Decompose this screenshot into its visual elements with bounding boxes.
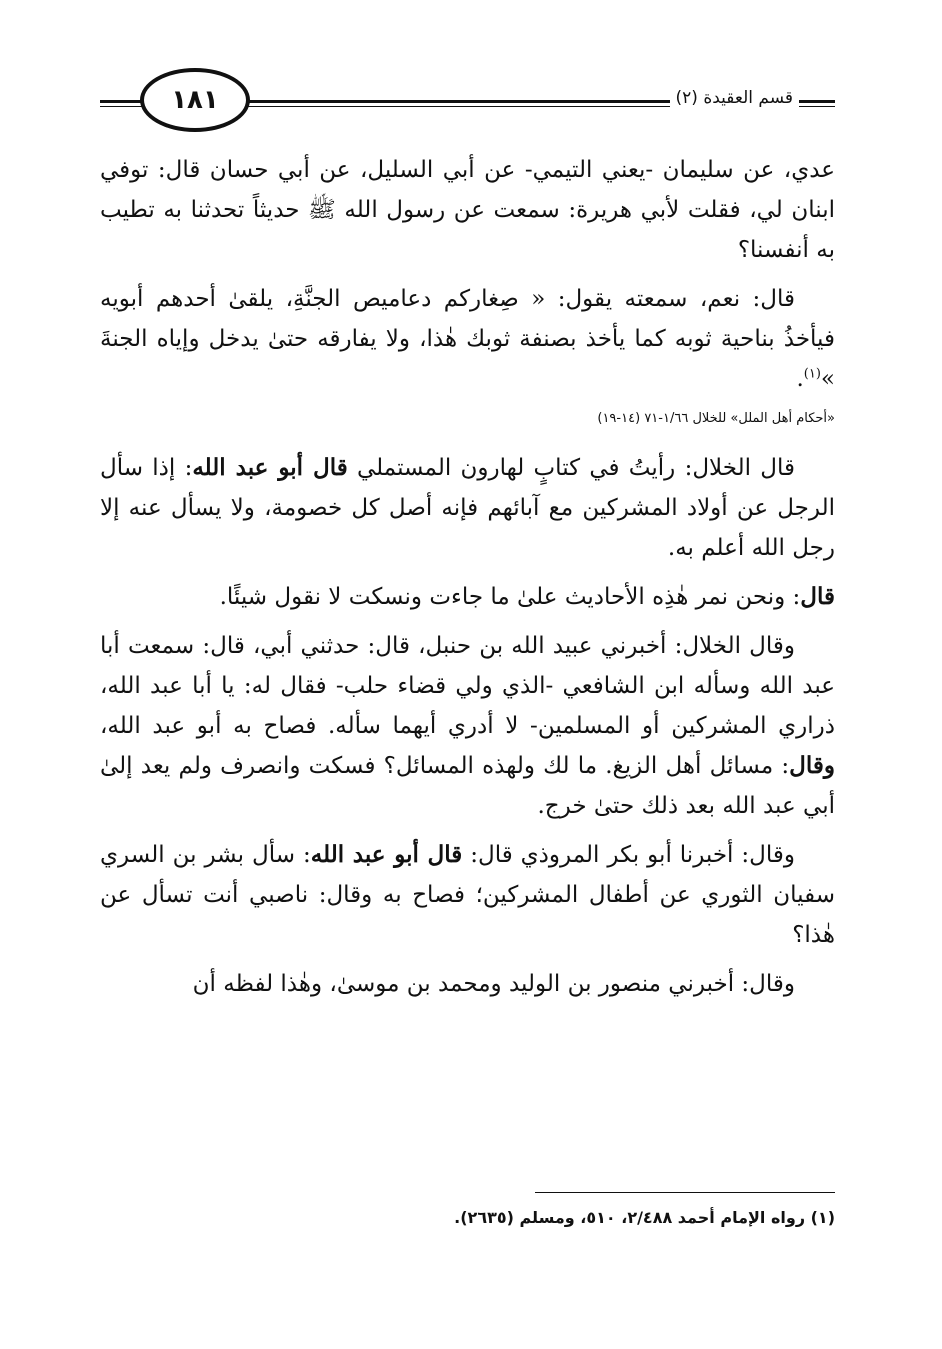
paragraph-1: [100, 150, 835, 270]
footnote: (١) رواه الإمام أحمد ٢/٤٨٨، ٥١٠، ومسلم (٢٦٣٥).: [454, 1208, 835, 1227]
paragraph-5-text-b: : مسائل أهل الزيغ. ما لك ولهذه المسائل؟ فسكت وانصرف ولم يعد إلىٰ أبي عبد الله بعد ذلك حتىٰ خرج.: [100, 753, 835, 819]
paragraph-2-end: .: [796, 366, 804, 392]
paragraph-5-text-a: وقال الخلال: أخبرني عبيد الله بن حنبل، قال: حدثني أبي، قال: سمعت أبا عبد الله وسأله ابن الشافعي -الذي ولي قضاء حلب- فقال له: يا أبا عبد الله، ذراري المشركين أو المسلمين- لا أدري أيهما سأله. فصاح به أبو عبد الله،: [100, 633, 835, 739]
paragraph-7: [100, 964, 835, 1004]
footnote-rule: [535, 1192, 835, 1193]
paragraph-6-bold: قال أبو عبد الله: [310, 841, 463, 868]
paragraph-6: [100, 835, 835, 955]
running-title: قسم العقيدة (٢): [670, 88, 800, 108]
paragraph-5: [100, 626, 835, 826]
paragraph-3-text-a: قال الخلال: رأيتُ في كتابٍ لهارون المستملي: [347, 455, 795, 481]
hadith-quote: قال: نعم، سمعته يقول: « صِغاركم دعاميص الجنَّةِ، يلقىٰ أحدهم أبويه فيأخذُ بناحية ثوبه كما يأخذ بصنفة ثوبك هٰذا، ولا يفارقه حتىٰ يدخل وإياه الجنةَ »: [100, 286, 835, 392]
paragraph-3-bold: قال أبو عبد الله: [192, 454, 348, 481]
paragraph-6-text-a: وقال: أخبرنا أبو بكر المروذي قال:: [462, 842, 795, 868]
page-number: ١٨١: [140, 68, 250, 132]
paragraph-1-text: عدي، عن سليمان -يعني التيمي- عن أبي السليل، عن أبي حسان قال: توفي ابنان لي، فقلت لأبي هريرة: سمعت عن رسول الله ﷺ حديثاً تحدثنا به تطيب به أنفسنا؟: [100, 157, 835, 263]
page-header: [100, 62, 835, 140]
paragraph-4-bold: قال: [800, 583, 835, 610]
paragraph-4-text: : ونحن نمر هٰذِه الأحاديث علىٰ ما جاءت ونسكت لا نقول شيئًا.: [219, 584, 801, 610]
source-citation: «أحكام أهل الملل» للخلال ١/٦٦-٧١ (١٤-١٩): [597, 411, 835, 426]
paragraph-7-text: وقال: أخبرني منصور بن الوليد ومحمد بن موسىٰ، وهٰذا لفظه أن: [192, 971, 795, 997]
paragraph-4: [100, 577, 835, 617]
paragraph-6-text-b: : سأل بشر بن السري سفيان الثوري عن أطفال المشركين؛ فصاح به وقال: ناصبي أنت تسأل عن هٰذا؟: [100, 842, 835, 948]
paragraph-5-bold: وقال: [789, 752, 835, 779]
paragraph-2: [100, 279, 835, 399]
paragraph-3-text-b: : إذا سأل الرجل عن أولاد المشركين مع آبائهم فإنه أصل كل خصومة، ولا يسأل عنه إلا رجل الله أعلم به.: [100, 455, 835, 561]
body-text: [100, 150, 835, 1013]
paragraph-3: [100, 448, 835, 568]
footnote-reference: (١): [803, 366, 821, 382]
